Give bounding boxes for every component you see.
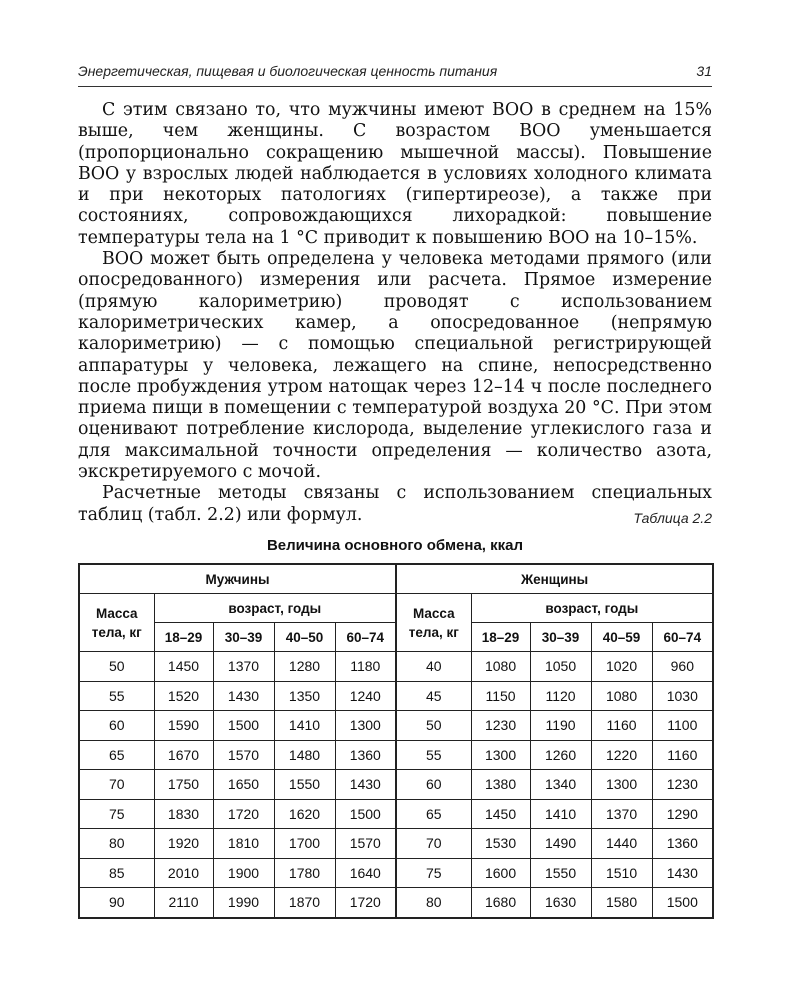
bmr-value-cell: 1230	[652, 770, 713, 800]
table-row	[79, 711, 713, 741]
running-head	[78, 63, 712, 79]
bmr-value-cell: 1500	[652, 888, 713, 918]
bmr-value-cell: 1490	[530, 829, 591, 859]
bmr-value-cell: 1810	[213, 829, 274, 859]
women-mass-cell: 60	[396, 770, 471, 800]
women-group-header: Женщины	[396, 564, 713, 594]
men-mass-cell: 55	[79, 681, 154, 711]
bmr-value-cell: 1680	[471, 888, 530, 918]
bmr-value-cell: 1480	[274, 740, 335, 770]
men-age-group: 40–50	[274, 623, 335, 652]
table-row	[79, 888, 713, 918]
bmr-value-cell: 1990	[213, 888, 274, 918]
paragraph: Расчетные методы связаны с использованием специальных таблиц (табл. 2.2) или формул.	[78, 483, 712, 525]
table-row	[79, 652, 713, 682]
bmr-value-cell: 1360	[652, 829, 713, 859]
table-label: Таблица 2.2	[633, 510, 712, 526]
bmr-table	[78, 563, 714, 919]
bmr-value-cell: 1640	[335, 858, 396, 888]
bmr-value-cell: 1430	[213, 681, 274, 711]
bmr-value-cell: 1160	[591, 711, 652, 741]
bmr-value-cell: 1900	[213, 858, 274, 888]
bmr-value-cell: 1870	[274, 888, 335, 918]
bmr-value-cell: 1530	[471, 829, 530, 859]
men-mass-cell: 60	[79, 711, 154, 741]
page-number: 31	[696, 63, 712, 79]
men-mass-label-line1: Масса	[95, 605, 138, 621]
women-mass-cell: 65	[396, 799, 471, 829]
bmr-value-cell: 1550	[274, 770, 335, 800]
men-mass-label-line2: тела, кг	[91, 624, 142, 640]
table-row	[79, 740, 713, 770]
bmr-value-cell: 1300	[471, 740, 530, 770]
bmr-value-cell: 1080	[471, 652, 530, 682]
men-mass-header	[79, 594, 154, 652]
women-mass-cell: 45	[396, 681, 471, 711]
women-age-header: возраст, годы	[471, 594, 713, 623]
bmr-value-cell: 1630	[530, 888, 591, 918]
bmr-value-cell: 1230	[471, 711, 530, 741]
men-mass-cell: 75	[79, 799, 154, 829]
women-age-group: 18–29	[471, 623, 530, 652]
women-mass-label-line1: Масса	[412, 605, 455, 621]
bmr-value-cell: 1570	[213, 740, 274, 770]
bmr-value-cell: 1450	[471, 799, 530, 829]
bmr-value-cell: 2110	[154, 888, 213, 918]
women-age-group: 60–74	[652, 623, 713, 652]
table-row	[79, 799, 713, 829]
bmr-value-cell: 1260	[530, 740, 591, 770]
bmr-value-cell: 1570	[335, 829, 396, 859]
bmr-value-cell: 1190	[530, 711, 591, 741]
bmr-value-cell: 1440	[591, 829, 652, 859]
bmr-value-cell: 1300	[335, 711, 396, 741]
table-row	[79, 858, 713, 888]
women-mass-cell: 75	[396, 858, 471, 888]
women-mass-cell: 80	[396, 888, 471, 918]
body-text	[78, 100, 712, 526]
women-mass-cell: 55	[396, 740, 471, 770]
paragraph: С этим связано то, что мужчины имеют ВОО в среднем на 15% выше, чем женщины. С возрастом ВОО уменьшается (пропорционально сокращению мышечной массы). Повышение ВОО у взрослых людей наблюдается в условиях холодного климата и при некоторых патологиях (гипертиреозе), а также при состояниях, сопровождающихся лихорадкой: повышение температуры тела на 1 °С приводит к повышению ВОО на 10–15%.	[78, 100, 712, 248]
bmr-value-cell: 1580	[591, 888, 652, 918]
bmr-value-cell: 1370	[591, 799, 652, 829]
running-head-title: Энергетическая, пищевая и биологическая ценность питания	[78, 63, 498, 79]
bmr-value-cell: 1780	[274, 858, 335, 888]
men-group-header: Мужчины	[79, 564, 396, 594]
bmr-value-cell: 1520	[154, 681, 213, 711]
table-body	[79, 652, 713, 918]
table-row	[79, 770, 713, 800]
bmr-value-cell: 1350	[274, 681, 335, 711]
bmr-value-cell: 1020	[591, 652, 652, 682]
bmr-value-cell: 1410	[274, 711, 335, 741]
bmr-value-cell: 1080	[591, 681, 652, 711]
bmr-value-cell: 1550	[530, 858, 591, 888]
bmr-value-cell: 1500	[335, 799, 396, 829]
women-mass-cell: 40	[396, 652, 471, 682]
men-mass-cell: 80	[79, 829, 154, 859]
bmr-value-cell: 1120	[530, 681, 591, 711]
men-age-header: возраст, годы	[154, 594, 396, 623]
bmr-value-cell: 1360	[335, 740, 396, 770]
bmr-value-cell: 1220	[591, 740, 652, 770]
bmr-value-cell: 1670	[154, 740, 213, 770]
bmr-value-cell: 1830	[154, 799, 213, 829]
bmr-value-cell: 1300	[591, 770, 652, 800]
paragraph: ВОО может быть определена у человека методами прямого (или опосредованного) измерения или расчета. Прямое измерение (прямую калориметрию) проводят с использованием калориметрических камер, а опосредованное (непрямую калориметрию) — с помощью специальной регистрирующей аппаратуры у человека, лежащего на спине, непосредственно после пробуждения утром натощак через 12–14 ч после последнего приема пищи в помещении с температурой воздуха 20 °С. При этом оценивают потребление кислорода, выделение углекислого газа и для максимальной точности определения — количество азота, экскретируемого с мочой.	[78, 249, 712, 483]
women-age-group: 30–39	[530, 623, 591, 652]
bmr-value-cell: 1650	[213, 770, 274, 800]
bmr-value-cell: 1430	[652, 858, 713, 888]
men-age-group: 18–29	[154, 623, 213, 652]
bmr-value-cell: 1510	[591, 858, 652, 888]
bmr-value-cell: 1500	[213, 711, 274, 741]
bmr-value-cell: 1030	[652, 681, 713, 711]
women-mass-cell: 50	[396, 711, 471, 741]
bmr-value-cell: 1720	[335, 888, 396, 918]
women-age-group: 40–59	[591, 623, 652, 652]
bmr-value-cell: 1750	[154, 770, 213, 800]
bmr-value-cell: 1180	[335, 652, 396, 682]
header-rule	[78, 86, 712, 87]
men-age-group: 30–39	[213, 623, 274, 652]
men-mass-cell: 50	[79, 652, 154, 682]
bmr-value-cell: 960	[652, 652, 713, 682]
bmr-value-cell: 1620	[274, 799, 335, 829]
men-mass-cell: 65	[79, 740, 154, 770]
bmr-value-cell: 1430	[335, 770, 396, 800]
bmr-value-cell: 1160	[652, 740, 713, 770]
women-mass-header	[396, 594, 471, 652]
bmr-value-cell: 1340	[530, 770, 591, 800]
table-row	[79, 681, 713, 711]
bmr-value-cell: 1380	[471, 770, 530, 800]
bmr-value-cell: 1290	[652, 799, 713, 829]
men-mass-cell: 85	[79, 858, 154, 888]
bmr-value-cell: 1240	[335, 681, 396, 711]
women-mass-label-line2: тела, кг	[408, 624, 459, 640]
men-age-group: 60–74	[335, 623, 396, 652]
women-mass-cell: 70	[396, 829, 471, 859]
table-title: Величина основного обмена, ккал	[266, 537, 524, 554]
bmr-value-cell: 1370	[213, 652, 274, 682]
bmr-value-cell: 1410	[530, 799, 591, 829]
bmr-value-cell: 1100	[652, 711, 713, 741]
table-row	[79, 829, 713, 859]
bmr-value-cell: 1920	[154, 829, 213, 859]
bmr-value-cell: 1050	[530, 652, 591, 682]
men-mass-cell: 70	[79, 770, 154, 800]
bmr-value-cell: 1280	[274, 652, 335, 682]
bmr-value-cell: 1720	[213, 799, 274, 829]
bmr-value-cell: 1700	[274, 829, 335, 859]
bmr-value-cell: 1150	[471, 681, 530, 711]
bmr-value-cell: 1450	[154, 652, 213, 682]
bmr-value-cell: 2010	[154, 858, 213, 888]
bmr-value-cell: 1590	[154, 711, 213, 741]
men-mass-cell: 90	[79, 888, 154, 918]
bmr-value-cell: 1600	[471, 858, 530, 888]
